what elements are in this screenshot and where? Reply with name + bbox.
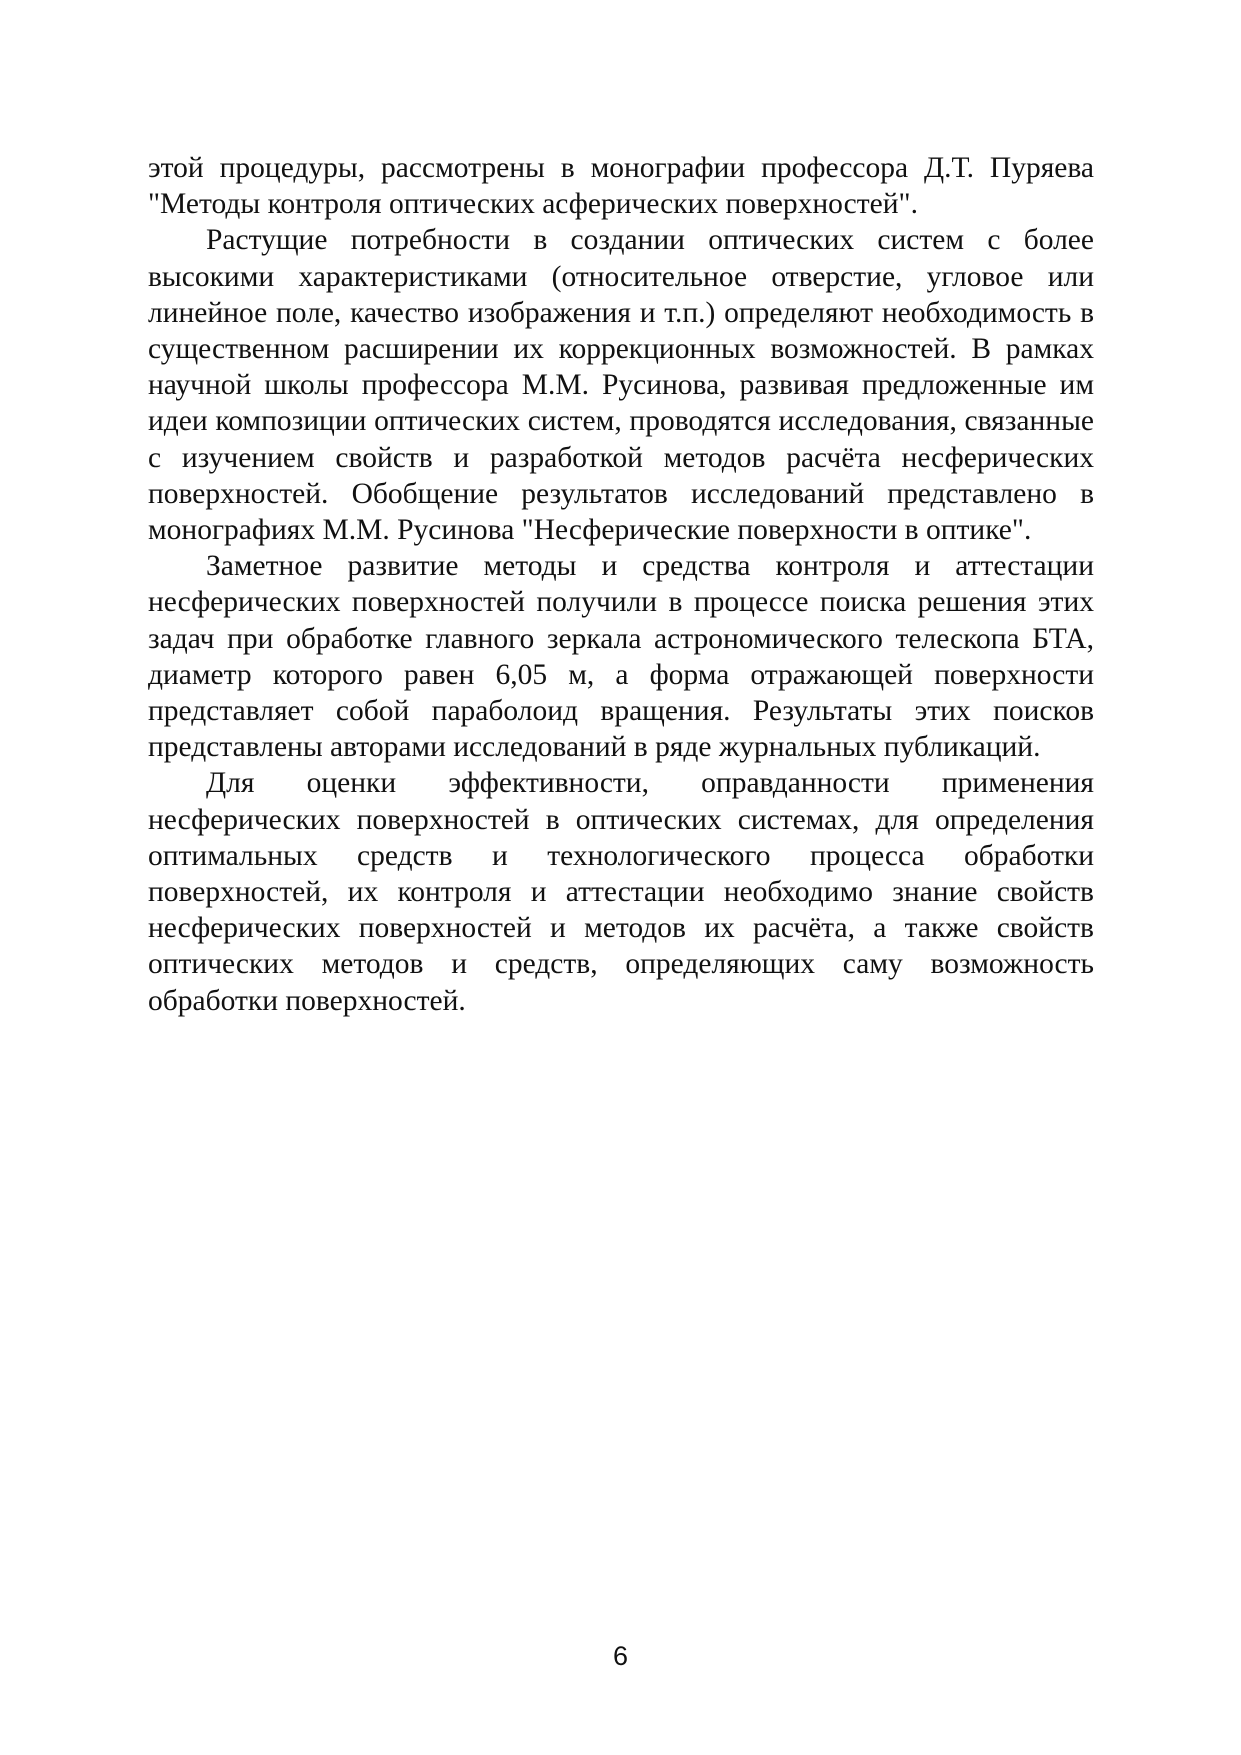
paragraph-evaluation: Для оценки эффективности, оправданности применения несферических поверхностей в оптических системах, для определения оптимальных средств и технологического процесса обработки поверхностей, их контроля и аттестации необходимо знание свойств несферических поверхностей и методов их расчёта, а также свойств оптических методов и средств, определяющих саму возможность обработки поверхностей. [148, 767, 1094, 1017]
paragraph-needs: Растущие потребности в создании оптических систем с более высокими характеристиками (относительное отверстие, угловое или линейное поле, качество изображения и т.п.) определяют необходимость в существенном расширении их коррекционных возможностей. В рамках научной школы профессора М.М. Русинова, развивая предложенные им идеи композиции оптических систем, проводятся исследования, связанные с изучением свойств и разработкой методов расчёта несферических поверхностей. Обобщение результатов исследований представлено в монографиях М.М. Русинова "Несферические поверхности в оптике". [148, 224, 1094, 547]
body-text [148, 150, 1094, 1019]
page-number: 6 [612, 1641, 629, 1671]
paragraph-continuation: этой процедуры, рассмотрены в монографии профессора Д.Т. Пуряева "Методы контроля оптических асферических поверхностей". [148, 152, 1094, 221]
paragraph-development: Заметное развитие методы и средства контроля и аттестации несферических поверхностей получили в процессе поиска решения этих задач при обработке главного зеркала астрономического телескопа БТА, диаметр которого равен 6,05 м, а форма отражающей поверхности представляет собой параболоид вращения. Результаты этих поисков представлены авторами исследований в ряде журнальных публикаций. [148, 550, 1094, 764]
